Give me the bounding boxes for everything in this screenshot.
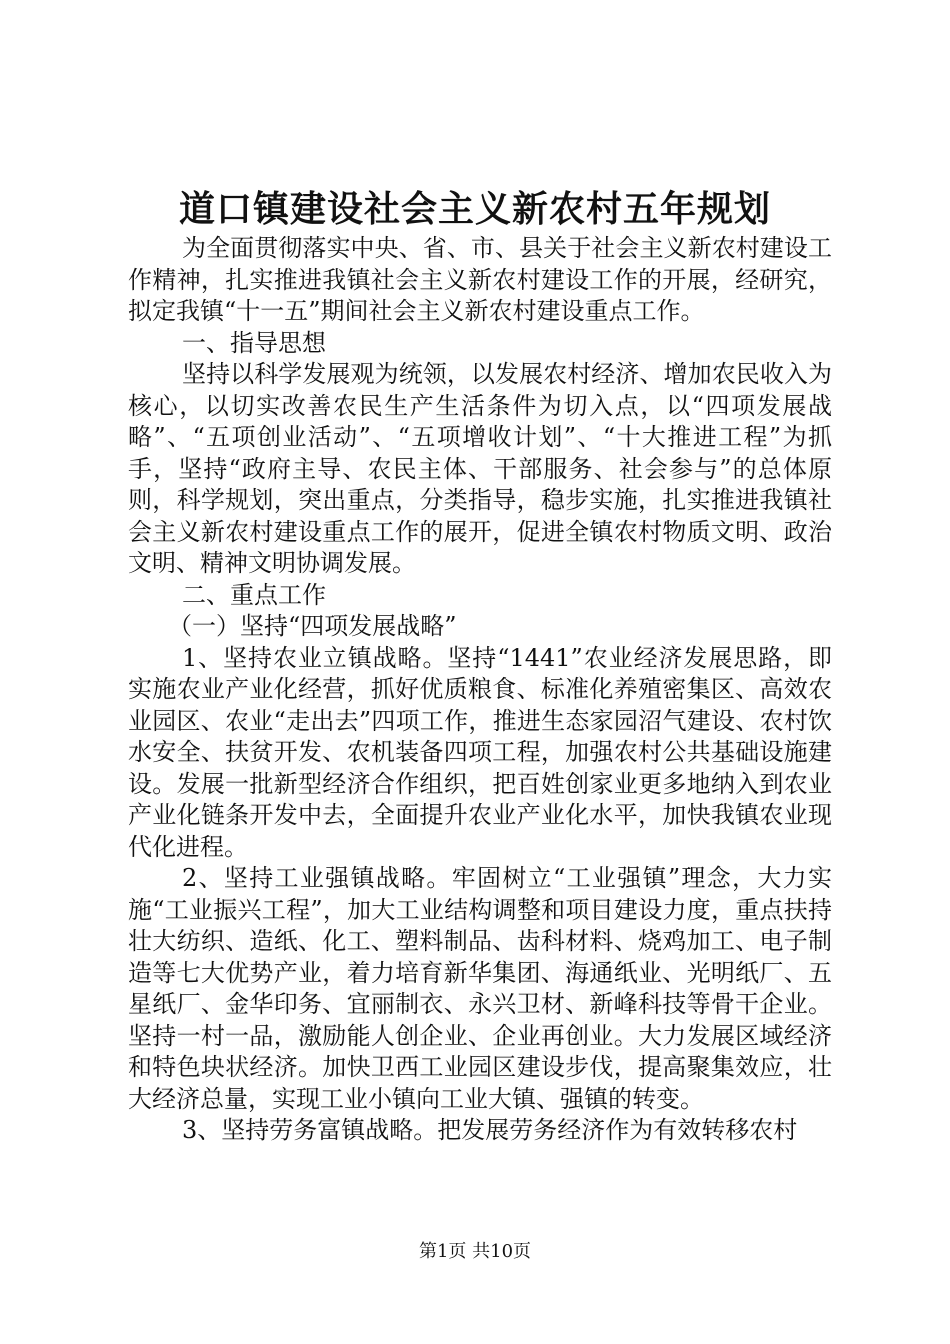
section-heading-key-work: 二、重点工作 (182, 580, 326, 609)
intro-paragraph: 为全面贯彻落实中央、省、市、县关于社会主义新农村建设工作精神，扎实推进我镇社会主义新农村建设工作的开展，经研究，拟定我镇“十一五”期间社会主义新农村建设重点工作。 (128, 234, 832, 325)
guiding-ideology-paragraph: 坚持以科学发展观为统领，以发展农村经济、增加农民收入为核心，以切实改善农民生产生活条件为切入点，以“四项发展战略”、“五项创业活动”、“五项增收计划”、“十大推进工程”为抓手，坚持“政府主导、农民主体、干部服务、社会参与”的总体原则，科学规划，突出重点，分类指导，稳步实施，扎实推进我镇社会主义新农村建设重点工作的展开，促进全镇农村物质文明、政治文明、精神文明协调发展。 (128, 360, 832, 577)
agriculture-strategy-paragraph: 1、坚持农业立镇战略。坚持“1441”农业经济发展思路，即实施农业产业化经营，抓好优质粮食、标准化养殖密集区、高效农业园区、农业“走出去”四项工作，推进生态家园沼气建设、农村饮水安全、扶贫开发、农机装备四项工程，加强农村公共基础设施建设。发展一批新型经济合作组织，把百姓创家业更多地纳入到农业产业化链条开发中去，全面提升农业产业化水平，加快我镇农业现代化进程。 (128, 643, 832, 861)
labor-strategy-paragraph: 3、坚持劳务富镇战略。把发展劳务经济作为有效转移农村 (182, 1116, 798, 1144)
industry-strategy-paragraph: 2、坚持工业强镇战略。牢固树立“工业强镇”理念，大力实施“工业振兴工程”，加大工业结构调整和项目建设力度，重点扶持壮大纺织、造纸、化工、塑料制品、齿科材料、烧鸡加工、电子制造等七大优势产业，着力培育新华集团、海通纸业、光明纸厂、五星纸厂、金华印务、宜丽制衣、永兴卫材、新峰科技等骨干企业。坚持一村一品，激励能人创企业、企业再创业。大力发展区域经济和特色块状经济。加快卫西工业园区建设步伐，提高聚集效应，壮大经济总量，实现工业小镇向工业大镇、强镇的转变。 (128, 864, 832, 1113)
subsection-heading-four-strategies: （一）坚持“四项发展战略” (168, 612, 457, 640)
document-title: 道口镇建设社会主义新农村五年规划 (178, 188, 771, 230)
page-footer: 第1页 共10页 (418, 1241, 532, 1262)
document-body (128, 233, 832, 1147)
section-heading-guiding-ideology: 一、指导思想 (182, 328, 326, 357)
